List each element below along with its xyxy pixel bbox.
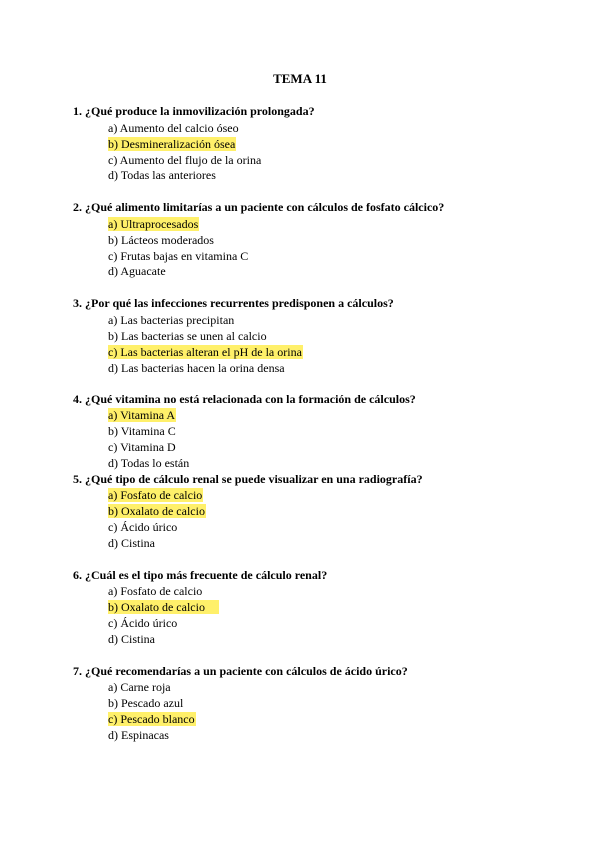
q6-option-d [108, 632, 155, 647]
q1-option-a [108, 121, 239, 136]
q6-option-c [108, 616, 177, 631]
question-2: 2. ¿Qué alimento limitarías a un paciente con cálculos de fosfato cálcico? [73, 200, 445, 214]
option-text-highlighted: a) Ultraprocesados [108, 217, 199, 231]
question-1: 1. ¿Qué produce la inmovilización prolongada? [73, 104, 315, 118]
q3-option-a [108, 313, 234, 328]
option-text: a) Las bacterias precipitan [108, 313, 235, 327]
q6-option-a [108, 584, 202, 599]
option-text: a) Carne roja [108, 680, 171, 694]
q4-option-b [108, 424, 176, 439]
option-text: b) Pescado azul [108, 696, 184, 710]
option-text-highlighted: c) Las bacterias alteran el pH de la orina [108, 345, 302, 359]
option-text-highlighted: b) Desmineralización ósea [108, 137, 236, 151]
page-title: TEMA 11 [273, 71, 327, 86]
question-3: 3. ¿Por qué las infecciones recurrentes predisponen a cálculos? [73, 296, 394, 310]
option-text: b) Lácteos moderados [108, 233, 214, 247]
option-text: c) Vitamina D [108, 440, 176, 454]
option-text: d) Todas lo están [108, 456, 190, 470]
q2-option-d [108, 264, 166, 279]
q7-option-b [108, 696, 183, 711]
q2-option-c [108, 249, 248, 264]
question-5: 5. ¿Qué tipo de cálculo renal se puede visualizar en una radiografía? [73, 472, 423, 486]
option-text: a) Aumento del calcio óseo [108, 121, 239, 135]
option-text-highlighted: c) Pescado blanco [108, 712, 195, 726]
question-7: 7. ¿Qué recomendarías a un paciente con cálculos de ácido úrico? [73, 664, 408, 678]
option-text: c) Aumento del flujo de la orina [108, 153, 262, 167]
q7-option-c [108, 712, 196, 727]
q1-option-d [108, 168, 216, 183]
option-text-highlighted: b) Oxalato de calcio [108, 600, 219, 614]
q3-option-c [108, 345, 303, 360]
q5-option-b [108, 504, 206, 519]
option-text: d) Aguacate [108, 264, 166, 278]
option-text: b) Las bacterias se unen al calcio [108, 329, 267, 343]
q3-option-b [108, 329, 267, 344]
q5-option-a [108, 488, 203, 503]
q7-option-a [108, 680, 171, 695]
option-text: b) Vitamina C [108, 424, 176, 438]
q2-option-a [108, 217, 199, 232]
q1-option-b [108, 137, 236, 152]
option-text: d) Cistina [108, 536, 155, 550]
option-text-highlighted: a) Vitamina A [108, 408, 176, 422]
option-text: d) Todas las anteriores [108, 168, 216, 182]
q5-option-d [108, 536, 155, 551]
q1-option-c [108, 153, 261, 168]
q6-option-b [108, 600, 219, 615]
option-text: d) Cistina [108, 632, 155, 646]
q7-option-d [108, 728, 169, 743]
q3-option-d [108, 361, 285, 376]
option-text: c) Ácido úrico [108, 616, 178, 630]
option-text: c) Frutas bajas en vitamina C [108, 249, 249, 263]
question-6: 6. ¿Cuál es el tipo más frecuente de cálculo renal? [73, 568, 328, 582]
option-text: a) Fosfato de calcio [108, 584, 203, 598]
q4-option-a [108, 408, 176, 423]
option-text: c) Ácido úrico [108, 520, 178, 534]
option-text: d) Espinacas [108, 728, 169, 742]
question-4: 4. ¿Qué vitamina no está relacionada con la formación de cálculos? [73, 392, 416, 406]
q4-option-c [108, 440, 176, 455]
option-text: d) Las bacterias hacen la orina densa [108, 361, 285, 375]
q4-option-d [108, 456, 189, 471]
q5-option-c [108, 520, 177, 535]
q2-option-b [108, 233, 214, 248]
option-text-highlighted: b) Oxalato de calcio [108, 504, 205, 518]
option-text-highlighted: a) Fosfato de calcio [108, 488, 203, 502]
